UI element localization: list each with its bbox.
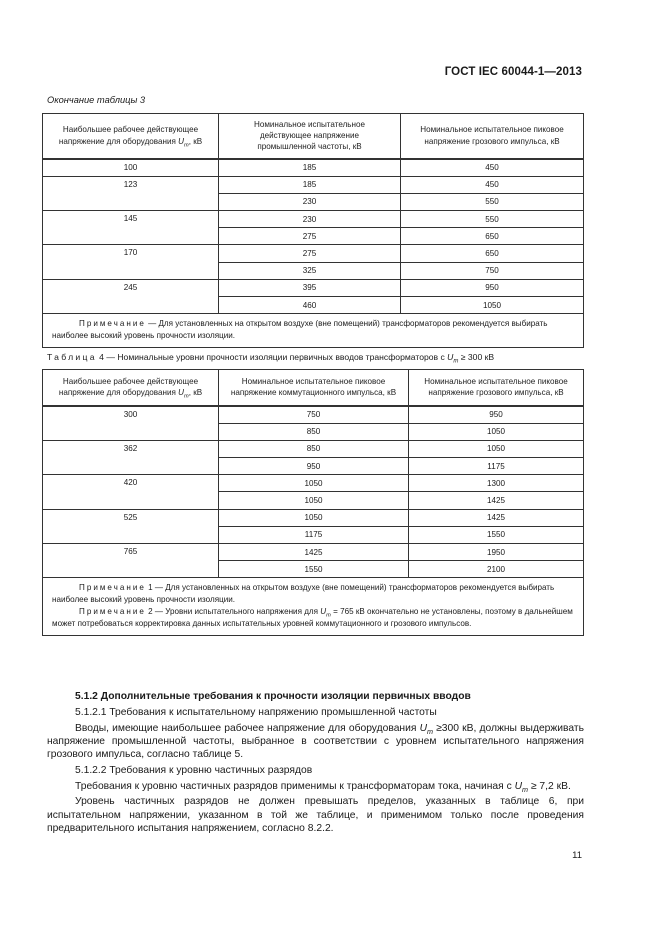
table3-header-lightning-impulse: Номинальное испытательное пиковое напряжение грозового импульса, кВ xyxy=(401,114,584,159)
table4-cell: 1300 xyxy=(409,475,584,492)
table4-header-row xyxy=(43,370,584,406)
table4-cell: 1550 xyxy=(409,526,584,543)
table3-cell: 275 xyxy=(219,245,401,262)
table3-um-cell: 123 xyxy=(43,176,219,210)
table3-note-row xyxy=(43,314,584,348)
table4-um-cell: 765 xyxy=(43,544,219,578)
table4-um-cell: 362 xyxy=(43,440,219,474)
table4-cell: 1050 xyxy=(409,423,584,440)
section-heading: 5.1.2 Дополнительные требования к прочности изоляции первичных вводов xyxy=(75,691,471,702)
table3-cell: 185 xyxy=(219,176,401,193)
table3-cell: 395 xyxy=(219,279,401,296)
table4-cell: 1050 xyxy=(219,475,409,492)
table4-cell: 1050 xyxy=(219,509,409,526)
table4-notes xyxy=(43,578,584,636)
table4-note-row xyxy=(43,578,584,636)
table4-note-2: Примечание 2 — Уровни испытательного напряжения для $U_m = 765$ кВ окончательно не установлены, поэтому в дальнейшем может потребоваться корректировка данных испытательных уровней коммутационного и грозового импульсов. xyxy=(52,607,573,629)
table-row xyxy=(43,279,584,296)
table3-cell: 185 xyxy=(219,159,401,177)
table4-um-cell: 300 xyxy=(43,406,219,441)
table-row xyxy=(43,211,584,228)
table4-title: Таблица 4 — Номинальные уровни прочности изоляции первичных вводов трансформаторов с $U_m \ge 300$ кВ xyxy=(47,352,495,365)
table4-cell: 1175 xyxy=(409,458,584,475)
table-row xyxy=(43,159,584,177)
table4-cell: 750 xyxy=(219,406,409,424)
table4-header-um: Наибольшее рабочее действующее напряжение для оборудования $U_m$, кВ xyxy=(43,370,219,406)
table3-header-row xyxy=(43,114,584,159)
table4-cell: 850 xyxy=(219,423,409,440)
table3-cell: 230 xyxy=(219,193,401,210)
table3-cell: 450 xyxy=(401,176,584,193)
table4-cell: 950 xyxy=(409,406,584,424)
table4-cell: 2100 xyxy=(409,561,584,578)
table3 xyxy=(42,113,584,348)
table3-header-um: Наибольшее рабочее действующее напряжение для оборудования $U_m$, кВ xyxy=(43,114,219,159)
table3-cell: 550 xyxy=(401,193,584,210)
table4-cell: 1425 xyxy=(409,492,584,509)
table3-cell: 550 xyxy=(401,211,584,228)
table3-cell: 460 xyxy=(219,297,401,314)
table4-cell: 1425 xyxy=(409,509,584,526)
table4-um-cell: 420 xyxy=(43,475,219,509)
table3-cell: 650 xyxy=(401,245,584,262)
table4-cell: 1175 xyxy=(219,526,409,543)
table4-cell: 850 xyxy=(219,440,409,457)
paragraph: 5.1.2.2 Требования к уровню частичных разрядов xyxy=(75,764,313,776)
table3-cell: 1050 xyxy=(401,297,584,314)
table-row xyxy=(43,406,584,424)
table-row xyxy=(43,440,584,457)
table-row xyxy=(43,176,584,193)
table4-cell: 950 xyxy=(219,458,409,475)
table-row xyxy=(43,475,584,492)
paragraph: Требования к уровню частичных разрядов применимы к трансформаторам тока, начиная с $U_m \ge 7,2$ кВ. xyxy=(75,780,571,794)
table4-cell: 1050 xyxy=(409,440,584,457)
table3-cell: 650 xyxy=(401,228,584,245)
table3-cell: 950 xyxy=(401,279,584,296)
table4-cell: 1425 xyxy=(219,544,409,561)
table3-um-cell: 245 xyxy=(43,279,219,313)
table4-note-1: Примечание 1 — Для установленных на открытом воздухе (вне помещений) трансформаторов рекомендуется выбирать наиболее высокий уровень прочности изоляции. xyxy=(52,583,555,605)
table3-cell: 230 xyxy=(219,211,401,228)
table3-cell: 450 xyxy=(401,159,584,177)
paragraph: Вводы, имеющие наибольшее рабочее напряжение для оборудования $U_m \ge 300$ кВ, должны выдерживать напряжение промышленной частоты, выбранное в соответствии с уровнем испытательного напряжения грозового импульса, согласно таблице 5. xyxy=(47,722,584,760)
paragraph: 5.1.2.1 Требования к испытательному напряжению промышленной частоты xyxy=(75,706,437,718)
section-text xyxy=(47,690,584,838)
page-number: 11 xyxy=(572,850,582,861)
table-row xyxy=(43,245,584,262)
table3-cell: 275 xyxy=(219,228,401,245)
note-text: — Для установленных на открытом воздухе (вне помещений) трансформаторов рекомендуется выбирать наиболее высокий уровень прочности изоляции. xyxy=(52,319,548,341)
table3-note xyxy=(43,314,584,348)
paragraph: Уровень частичных разрядов не должен превышать пределов, указанных в таблице 6, при испытательном напряжении, указанном в той же таблице, и применимом только после проведения предварительного испытания напряжением, согласно 8.2.2. xyxy=(47,796,584,834)
table3-um-cell: 170 xyxy=(43,245,219,279)
table4-cell: 1050 xyxy=(219,492,409,509)
table3-um-cell: 145 xyxy=(43,211,219,245)
table3-cell: 750 xyxy=(401,262,584,279)
note-label: Примечание xyxy=(79,319,146,329)
table4-header-lightning-impulse: Номинальное испытательное пиковое напряжение грозового импульса, кВ xyxy=(409,370,584,406)
table3-continuation-caption: Окончание таблицы 3 xyxy=(47,95,146,105)
table4-cell: 1550 xyxy=(219,561,409,578)
table-row xyxy=(43,544,584,561)
table3-cell: 325 xyxy=(219,262,401,279)
table4 xyxy=(42,369,584,636)
table-row xyxy=(43,509,584,526)
table4-header-switching-impulse: Номинальное испытательное пиковое напряжение коммутационного импульса, кВ xyxy=(219,370,409,406)
table4-cell: 1950 xyxy=(409,544,584,561)
table3-um-cell: 100 xyxy=(43,159,219,177)
standard-header: ГОСТ IEC 60044-1—2013 xyxy=(444,66,582,78)
table4-um-cell: 525 xyxy=(43,509,219,543)
table3-header-power-frequency: Номинальное испытательное действующее напряжение промышленной частоты, кВ xyxy=(219,114,401,159)
